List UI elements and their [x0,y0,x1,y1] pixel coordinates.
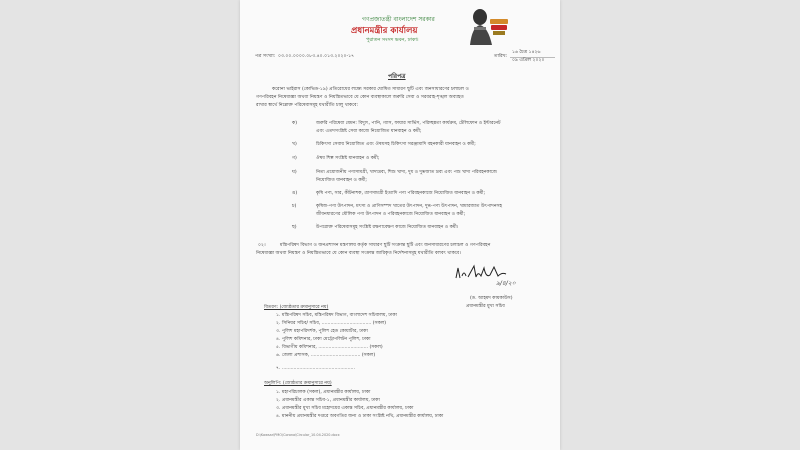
item-e-line-1: কৃষি পণ্য, সার, কীটনাশক, ত্রাণসামগ্রী ইত্যাদি পণ্য পরিবহনকাজে নিয়োজিত যানবাহন ও কর্মী; [316,191,486,196]
intro-line-3: রাখার স্বার্থে নিম্নোক্ত পরিষেবাসমূহ যথারীতি চালু থাকবে: [256,103,359,108]
item-label-d: ঘ) [292,170,297,175]
item-label-e: ঙ) [292,191,298,196]
distribution-item: ১. মন্ত্রিপরিষদ সচিব, মন্ত্রিপরিষদ বিভাগ, বাংলাদেশ সচিবালয়, ঢাকা [276,313,397,318]
copy-item: ১. মহাপরিচালক (সকল), প্রধানমন্ত্রীর কার্যালয়, ঢাকা [276,390,371,395]
item-f-line-2: জীবনধারণের মৌলিক পণ্য উৎপাদন ও পরিবহনকাজে নিয়োজিত যানবাহন ও কর্মী; [316,212,466,217]
office-address: পুরাতন সংসদ ভবন, ঢাকা। [366,37,419,43]
ref-label: পত্র সংখ্যা: [255,54,276,59]
item-a-line-1: জরুরি পরিষেবা যেমন: বিদ্যুৎ, পানি, গ্যাস, ফায়ার সার্ভিস, পরিচ্ছন্নতা কার্যক্রম, টেলিফোন ও ইন্টারনেট [316,121,501,126]
signatory-name: (ড. আহমদ কায়কাউস) [470,296,513,301]
item-f-line-1: কৃষিজ-পণ্য উৎপাদন, মৎস্য ও প্রাণিসম্পদ খাতের উৎপাদন, দুগ্ধ-পণ্য উৎপাদন, খামারজাত উৎপাদনসহ [316,204,503,209]
para2-line-1: মন্ত্রিপরিষদ বিভাগ ও জনপ্রশাসন মন্ত্রণালয় কর্তৃক সাধারণ ছুটি সংক্রান্ত ছুটি এবং জনসাধারণের চলাচল ও গণপরিবহন [280,243,491,248]
office-name: প্রধানমন্ত্রীর কার্যালয় [351,26,418,36]
date-english: ০৯ এপ্রিল ২০২০ [512,58,545,63]
item-d-line-1: নিত্য প্রয়োজনীয় পণ্যসামগ্রী, খাদ্যদ্রব্য, শিশু খাদ্য, দুধ ও দুগ্ধজাত দ্রব্য এবং পশু খাদ্য পরিবহনকাজে [316,170,497,175]
item-label-f: চ) [292,204,297,209]
item-g-line-1: উপরোক্ত পরিষেবাসমূহ সংশ্লিষ্ট রক্ষণাবেক্ষণ কাজে নিয়োজিত যানবাহন ও কর্মী। [316,225,459,230]
signature-date: ৯/৪/২০ [496,280,516,287]
mujib-portrait-logo [466,5,510,45]
item-b-line-1: চিকিৎসা সেবায় নিয়োজিত এবং ঔষধসহ চিকিৎসা সরঞ্জামাদি বহনকারী যানবাহন ও কর্মী; [316,142,476,147]
copy-item: ৪. মাননীয় প্রধানমন্ত্রীর দপ্তরে অবগতির জন্য ও ঢাকা সংশ্লিষ্ট নথি, প্রধানমন্ত্রীর কার্যালয়, ঢাকা [276,414,444,419]
item-label-g: ছ) [292,225,297,230]
para2-number: ০২। [258,243,266,248]
document-title: পরিপত্র [388,73,406,80]
distribution-item: ৪. পুলিশ কমিশনার, ঢাকা মেট্রোপলিটন পুলিশ, ঢাকা [276,337,371,342]
distribution-item: ৭. .................................................. [276,366,355,371]
copies-heading: অনুলিপি: (জ্যেষ্ঠতার ক্রমানুসারে নয়) [264,381,332,386]
item-c-line-1: ঔষধ শিল্প সংশ্লিষ্ট যানবাহন ও কর্মী; [316,156,380,161]
copy-item: ২. প্রধানমন্ত্রীর একান্ত সচিব-১, প্রধানমন্ত্রীর কার্যালয়, ঢাকা [276,398,380,403]
item-label-a: ক) [292,121,298,126]
item-d-line-2: নিয়োজিত যানবাহন ও কর্মী; [316,178,367,183]
item-label-b: খ) [292,142,297,147]
distribution-item: ৩. পুলিশ মহাপরিদর্শক, পুলিশ হেড কোয়ার্টার, ঢাকা [276,329,368,334]
distribution-heading: বিতরণ: (জ্যেষ্ঠতার ক্রমানুসারে নয়) [264,305,329,310]
date-label: তারিখ: [494,54,508,59]
ref-number: ০৩.০০.০০০০.০৮৩.৪০.০১৩.২০২০-১৭ [278,54,355,59]
signatory-designation: প্রধানমন্ত্রীর মুখ্য সচিব [466,304,505,309]
intro-line-1: করোনা ভাইরাস (কোভিড-১৯) প্রতিরোধের লক্ষ্যে সরকার ঘোষিত সাধারণ ছুটি এবং জনসাধারণের চলাচল ও [272,87,469,92]
distribution-item: ৫. বিভাগীয় কমিশনার, .................................. (সকল) [276,345,383,350]
distribution-item: ২. সিনিয়র সচিব/ সচিব, .................................. (সকল) [276,321,387,326]
footer-file-path: D:\Kawsar\PMO\Corona\Circular_10.04.2020.docx [256,433,340,437]
item-label-c: গ) [292,156,297,161]
copy-item: ৩. প্রধানমন্ত্রীর মুখ্য সচিব মহোদয়ের একান্ত সচিব, প্রধানমন্ত্রীর কার্যালয়, ঢাকা [276,406,414,411]
para2-line-2: নিষেধাজ্ঞা অথবা নিয়ন্ত্রণ ও নিয়ন্ত্রিতভাবে যে কোন ব্যবস্থা সংক্রান্ত জারিকৃত নির্দেশনাসমূহ যথারীতি বলবৎ থাকবে। [256,251,461,256]
date-bangla: ১৬ চৈত্র ১৪২৬ [512,50,541,55]
intro-line-2: গণপরিবহন নিষেধাজ্ঞা অথবা নিয়ন্ত্রণ ও নিয়ন্ত্রিতভাবে যে কোন ব্যবস্থাকালে জরুরি সেবা ও সরবরাহ-শৃঙ্খল অব্যাহত [256,95,464,100]
distribution-item: ৬. জেলা প্রশাসক, .................................. (সকল) [276,353,376,358]
government-name: গণপ্রজাতন্ত্রী বাংলাদেশ সরকার [362,16,435,23]
item-a-line-2: এবং এতদসংশ্লিষ্ট সেবা কাজে নিয়োজিত যানবাহন ও কর্মী; [316,129,422,134]
